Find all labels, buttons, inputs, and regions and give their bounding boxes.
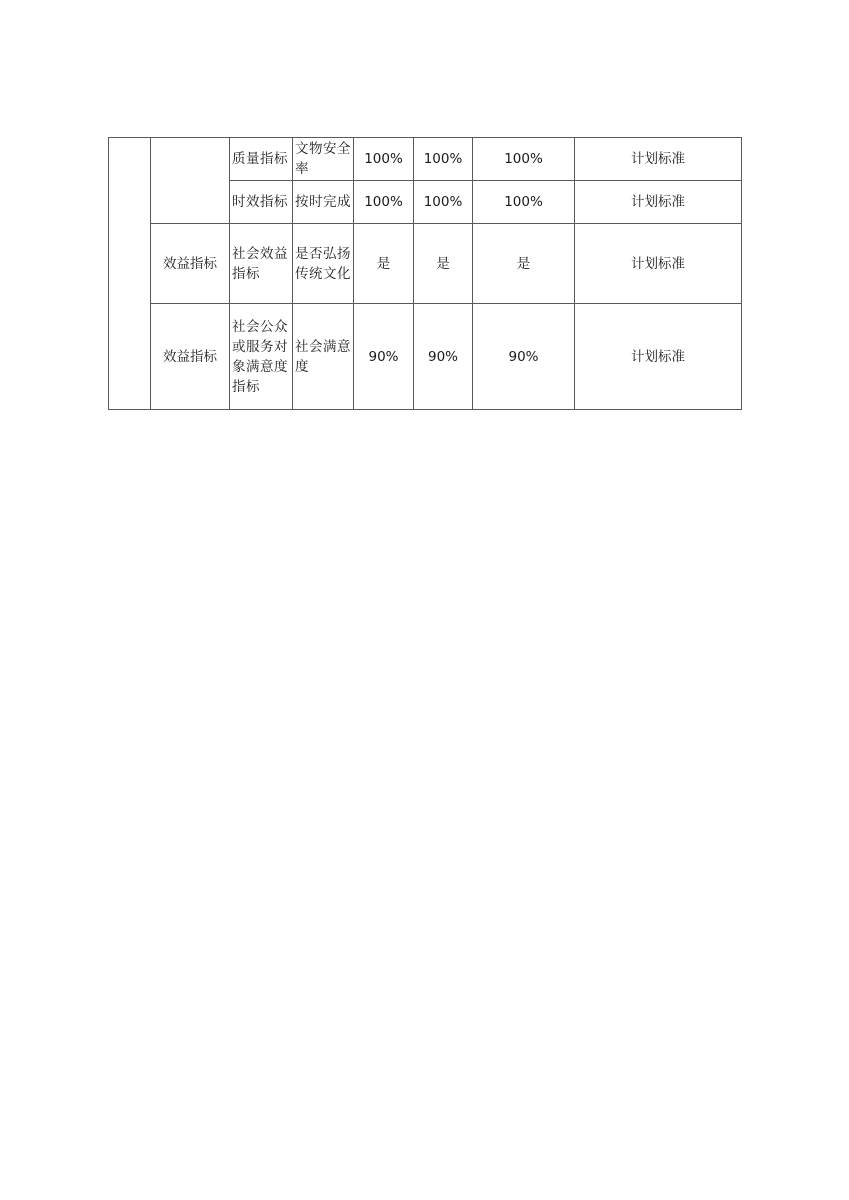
- table-row: [109, 304, 742, 410]
- secondary-indicator-cell: 质量指标: [230, 138, 293, 181]
- value-cell: 是: [414, 224, 473, 304]
- secondary-indicator-cell: 社会效益指标: [230, 224, 293, 304]
- value-cell: 100%: [354, 181, 414, 224]
- value-cell: 100%: [414, 181, 473, 224]
- indicator-name-cell: 文物安全率: [293, 138, 354, 181]
- indicator-name-cell: 按时完成: [293, 181, 354, 224]
- indicator-name-cell: 社会满意度: [293, 304, 354, 410]
- first-level-indicator-cell: [109, 138, 151, 410]
- indicator-name-cell: 是否弘扬传统文化: [293, 224, 354, 304]
- basis-cell: 计划标准: [575, 181, 742, 224]
- basis-cell: 计划标准: [575, 224, 742, 304]
- secondary-indicator-cell: 社会公众或服务对象满意度指标: [230, 304, 293, 410]
- value-cell: 90%: [414, 304, 473, 410]
- value-cell: 90%: [354, 304, 414, 410]
- primary-indicator-cell: 效益指标: [151, 224, 230, 304]
- value-cell: 100%: [473, 181, 575, 224]
- primary-indicator-cell: 效益指标: [151, 304, 230, 410]
- value-cell: 100%: [414, 138, 473, 181]
- value-cell: 90%: [473, 304, 575, 410]
- basis-cell: 计划标准: [575, 304, 742, 410]
- secondary-indicator-cell: 时效指标: [230, 181, 293, 224]
- performance-indicator-table: [108, 137, 742, 410]
- value-cell: 100%: [473, 138, 575, 181]
- value-cell: 100%: [354, 138, 414, 181]
- primary-indicator-cell: [151, 138, 230, 224]
- basis-cell: 计划标准: [575, 138, 742, 181]
- table-row: [109, 138, 742, 181]
- value-cell: 是: [354, 224, 414, 304]
- value-cell: 是: [473, 224, 575, 304]
- table-row: [109, 224, 742, 304]
